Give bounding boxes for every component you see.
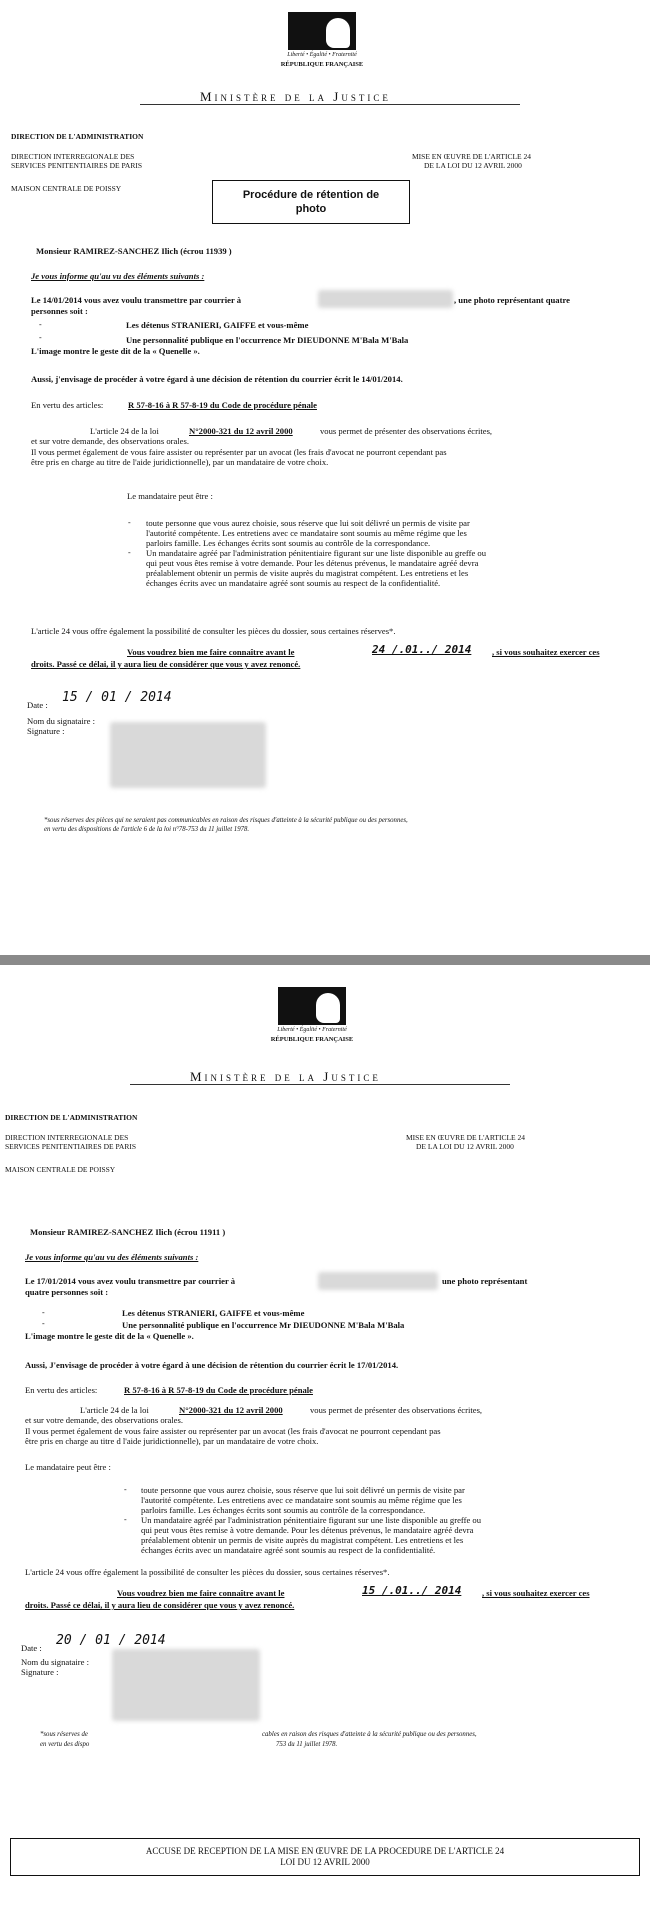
articles-ref: R 57-8-16 à R 57-8-19 du Code de procédure pénale — [124, 1385, 313, 1395]
direction-regional-1: DIRECTION INTERREGIONALE DES — [11, 152, 135, 161]
redacted-signature — [112, 1649, 260, 1721]
logo-motto: Liberté • Égalité • Fraternité — [277, 1027, 347, 1033]
letter-page-1 — [0, 0, 650, 955]
mandataire-1-line-2: l'autorité compétente. Les entretiens avec ce mandataire sont soumis au même régime que les — [141, 1495, 462, 1505]
logo-republic: RÉPUBLIQUE FRANÇAISE — [280, 61, 364, 68]
transmit-line-b: , une photo représentant quatre — [454, 295, 570, 305]
element-item-1: Les détenus STRANIERI, GAIFFE et vous-même — [126, 320, 309, 330]
procedure-title-box — [212, 180, 410, 224]
footnote-line-2: en vertu des dispositions de l'article 6 de la loi n°78-753 du 11 juillet 1978. — [44, 826, 250, 833]
date-label: Date : — [27, 700, 48, 710]
element-item-2: Une personnalité publique en l'occurrence Mr DIEUDONNE M'Bala M'Bala — [122, 1320, 405, 1330]
bullet-dash: - — [124, 1515, 127, 1524]
articles-ref: R 57-8-16 à R 57-8-19 du Code de procédure pénale — [128, 400, 317, 410]
transmit-line-c: personnes soit : — [31, 306, 88, 316]
transmit-line-a: Le 17/01/2014 vous avez voulu transmettre par courrier à — [25, 1276, 236, 1286]
law-reference: N°2000-321 du 12 avril 2000 — [179, 1405, 283, 1415]
assist-line-2: être pris en charge au titre d l'aide juridictionnelle), par un mandataire de votre choix. — [25, 1436, 319, 1446]
transmit-line-a: Le 14/01/2014 vous avez voulu transmettre par courrier à — [31, 295, 242, 305]
retention-intent: Aussi, j'envisage de procéder à votre égard à une décision de rétention du courrier écrit le 14/01/2014. — [31, 374, 403, 384]
articles-label: En vertu des articles: — [25, 1385, 98, 1395]
deadline-line-a: Vous voudrez bien me faire connaître avant le — [117, 1588, 285, 1598]
article-ref-2: DE LA LOI DU 12 AVRIL 2000 — [424, 161, 522, 170]
deadline-line-b: , si vous souhaitez exercer ces — [492, 647, 600, 657]
art24-observations: vous permet de présenter des observations écrites, — [320, 426, 493, 436]
institution-label: MAISON CENTRALE DE POISSY — [11, 184, 122, 193]
mandataire-heading: Le mandataire peut être : — [25, 1462, 111, 1472]
mandataire-1-line-3: parloirs famille. Les échanges écrits sont soumis au contrôle de la correspondance. — [141, 1505, 426, 1515]
intro-line: Je vous informe qu'au vu des éléments suivants : — [31, 271, 205, 281]
procedure-title-line-1: Procédure de rétention de — [242, 189, 380, 201]
letter-page-2 — [0, 965, 650, 1917]
assist-line-2: être pris en charge au titre de l'aide juridictionnelle), par un mandataire de votre choix. — [31, 457, 329, 467]
articles-label: En vertu des articles: — [31, 400, 104, 410]
consult-line: L'article 24 vous offre également la possibilité de consulter les pièces du dossier, sous certaines réserves*. — [25, 1567, 390, 1577]
element-item-3: L'image montre le geste dit de la « Quenelle ». — [31, 346, 200, 356]
marianne-logo — [264, 985, 360, 1049]
mandataire-1-line-1: toute personne que vous aurez choisie, sous réserve que lui soit délivré un permis de visite par — [141, 1485, 465, 1495]
mandataire-2-line-4: échanges écrits avec un mandataire agréé sont soumis au respect de la confidentialité. — [146, 578, 441, 588]
deadline-date: 15 /.01../ 2014 — [362, 1584, 462, 1597]
art24-observations: vous permet de présenter des observations écrites, — [310, 1405, 483, 1415]
direction-label: DIRECTION DE L'ADMINISTRATION — [5, 1113, 138, 1122]
redacted-signature — [110, 722, 266, 788]
intro-line: Je vous informe qu'au vu des éléments suivants : — [25, 1252, 199, 1262]
consult-line: L'article 24 vous offre également la possibilité de consulter les pièces du dossier, sous certaines réserves*. — [31, 626, 396, 636]
mandataire-1-line-1: toute personne que vous aurez choisie, sous réserve que lui soit délivré un permis de visite par — [146, 518, 470, 528]
redacted-recipient — [318, 1272, 438, 1290]
mandataire-2-line-1: Un mandataire agréé par l'administration pénitentiaire figurant sur une liste disponible au greffe ou — [141, 1515, 482, 1525]
bullet-dash: - — [39, 333, 42, 342]
deadline-line-c: droits. Passé ce délai, il y aura lieu de considérer que vous y avez renoncé. — [25, 1600, 295, 1610]
footnote-line-2b: 753 du 11 juillet 1978. — [276, 1741, 338, 1748]
footnote-line-1b: cables en raison des risques d'atteinte à la sécurité publique ou des personnes, — [262, 1731, 477, 1738]
date-handwritten: 20 / 01 / 2014 — [56, 1633, 166, 1648]
addressee: Monsieur RAMIREZ-SANCHEZ Ilich (écrou 11911 ) — [30, 1227, 226, 1237]
redacted-recipient — [318, 290, 453, 308]
art24-intro: L'article 24 de la loi — [80, 1405, 149, 1415]
bullet-dash: - — [128, 518, 131, 527]
retention-intent: Aussi, J'envisage de procéder à votre égard à une décision de rétention du courrier écrit le 17/01/2014. — [25, 1360, 399, 1370]
mandataire-2-line-2: qui peut vous êtes remise à votre demande. Pour les détenus prévenus, le mandataire agréé devra — [141, 1525, 474, 1535]
article-ref-1: MISE EN ŒUVRE DE L'ARTICLE 24 — [406, 1133, 526, 1142]
signer-label: Nom du signataire : — [21, 1657, 90, 1667]
deadline-line-b: , si vous souhaitez exercer ces — [482, 1588, 590, 1598]
art24-oral: et sur votre demande, des observations orales. — [31, 436, 189, 446]
law-reference: N°2000-321 du 12 avril 2000 — [189, 426, 293, 436]
bullet-dash: - — [124, 1485, 127, 1494]
logo-motto: Liberté • Égalité • Fraternité — [287, 52, 357, 58]
signer-label: Nom du signataire : — [27, 716, 96, 726]
mandataire-2-line-3: préalablement obtenir un permis de visite auprès du magistrat compétent. Les entretiens et les — [146, 568, 469, 578]
ministry-title: Ministère de la Justice — [190, 1069, 381, 1084]
mandataire-1-line-2: l'autorité compétente. Les entretiens avec ce mandataire sont soumis au même régime que les — [146, 528, 467, 538]
footnote-line-1: *sous réserves des pièces qui ne seraient pas communicables en raison des risques d'atteinte à la sécurité publique ou des personnes, — [44, 817, 408, 824]
mandataire-2-line-2: qui peut vous êtes remise à votre demande. Pour les détenus prévenus, le mandataire agréé devra — [146, 558, 479, 568]
logo-republic: RÉPUBLIQUE FRANÇAISE — [270, 1036, 354, 1043]
art24-intro: L'article 24 de la loi — [90, 426, 159, 436]
procedure-title-line-2: photo — [295, 203, 327, 215]
marianne-logo — [274, 10, 370, 74]
art24-oral: et sur votre demande, des observations orales. — [25, 1415, 183, 1425]
direction-regional-1: DIRECTION INTERREGIONALE DES — [5, 1133, 129, 1142]
assist-line-1: Il vous permet également de vous faire assister ou représenter par un avocat (les frais d'avocat ne pourront cependant pas — [31, 447, 447, 457]
bullet-dash: - — [42, 1308, 45, 1317]
element-item-1: Les détenus STRANIERI, GAIFFE et vous-même — [122, 1308, 305, 1318]
article-ref-1: MISE EN ŒUVRE DE L'ARTICLE 24 — [412, 152, 532, 161]
acknowledgment-line-1: ACCUSE DE RECEPTION DE LA MISE EN ŒUVRE DE LA PROCEDURE DE L'ARTICLE 24 — [145, 1846, 505, 1856]
bullet-dash: - — [39, 320, 42, 329]
transmit-line-c: quatre personnes soit : — [25, 1287, 109, 1297]
signature-label: Signature : — [27, 726, 65, 736]
mandataire-2-line-3: préalablement obtenir un permis de visite auprès du magistrat compétent. Les entretiens et les — [141, 1535, 464, 1545]
footnote-line-2a: en vertu des dispo — [40, 1741, 90, 1748]
date-handwritten: 15 / 01 / 2014 — [62, 690, 172, 705]
assist-line-1: Il vous permet également de vous faire assister ou représenter par un avocat (les frais d'avocat ne pourront cependant pas — [25, 1426, 441, 1436]
mandataire-heading: Le mandataire peut être : — [127, 491, 213, 501]
transmit-line-b: une photo représentant — [442, 1276, 528, 1286]
page-separator — [0, 955, 650, 965]
deadline-line-a: Vous voudrez bien me faire connaître avant le — [127, 647, 295, 657]
footnote-line-1a: *sous réserves de — [40, 1731, 88, 1738]
bullet-dash: - — [128, 548, 131, 557]
bullet-dash: - — [42, 1319, 45, 1328]
direction-label: DIRECTION DE L'ADMINISTRATION — [11, 132, 144, 141]
article-ref-2: DE LA LOI DU 12 AVRIL 2000 — [416, 1142, 514, 1151]
deadline-line-c: droits. Passé ce délai, il y aura lieu de considérer que vous y avez renoncé. — [31, 659, 301, 669]
marianne-emblem-icon — [278, 987, 346, 1025]
marianne-emblem-icon — [288, 12, 356, 50]
element-item-3: L'image montre le geste dit de la « Quenelle ». — [25, 1331, 194, 1341]
element-item-2: Une personnalité publique en l'occurrence Mr DIEUDONNE M'Bala M'Bala — [126, 335, 409, 345]
institution-label: MAISON CENTRALE DE POISSY — [5, 1165, 116, 1174]
deadline-date: 24 /.01../ 2014 — [372, 643, 472, 656]
mandataire-1-line-3: parloirs famille. Les échanges écrits sont soumis au contrôle de la correspondance. — [146, 538, 431, 548]
direction-regional-2: SERVICES PENITENTIAIRES DE PARIS — [11, 161, 143, 170]
ministry-title: Ministère de la Justice — [200, 89, 391, 104]
date-label: Date : — [21, 1643, 42, 1653]
mandataire-2-line-4: échanges écrits avec un mandataire agréé sont soumis au respect de la confidentialité. — [141, 1545, 436, 1555]
addressee: Monsieur RAMIREZ-SANCHEZ Ilich (écrou 11939 ) — [36, 246, 232, 256]
signature-label: Signature : — [21, 1667, 59, 1677]
acknowledgment-box — [10, 1838, 640, 1876]
mandataire-2-line-1: Un mandataire agréé par l'administration pénitentiaire figurant sur une liste disponible au greffe ou — [146, 548, 487, 558]
acknowledgment-line-2: LOI DU 12 AVRIL 2000 — [280, 1857, 370, 1867]
direction-regional-2: SERVICES PENITENTIAIRES DE PARIS — [5, 1142, 137, 1151]
